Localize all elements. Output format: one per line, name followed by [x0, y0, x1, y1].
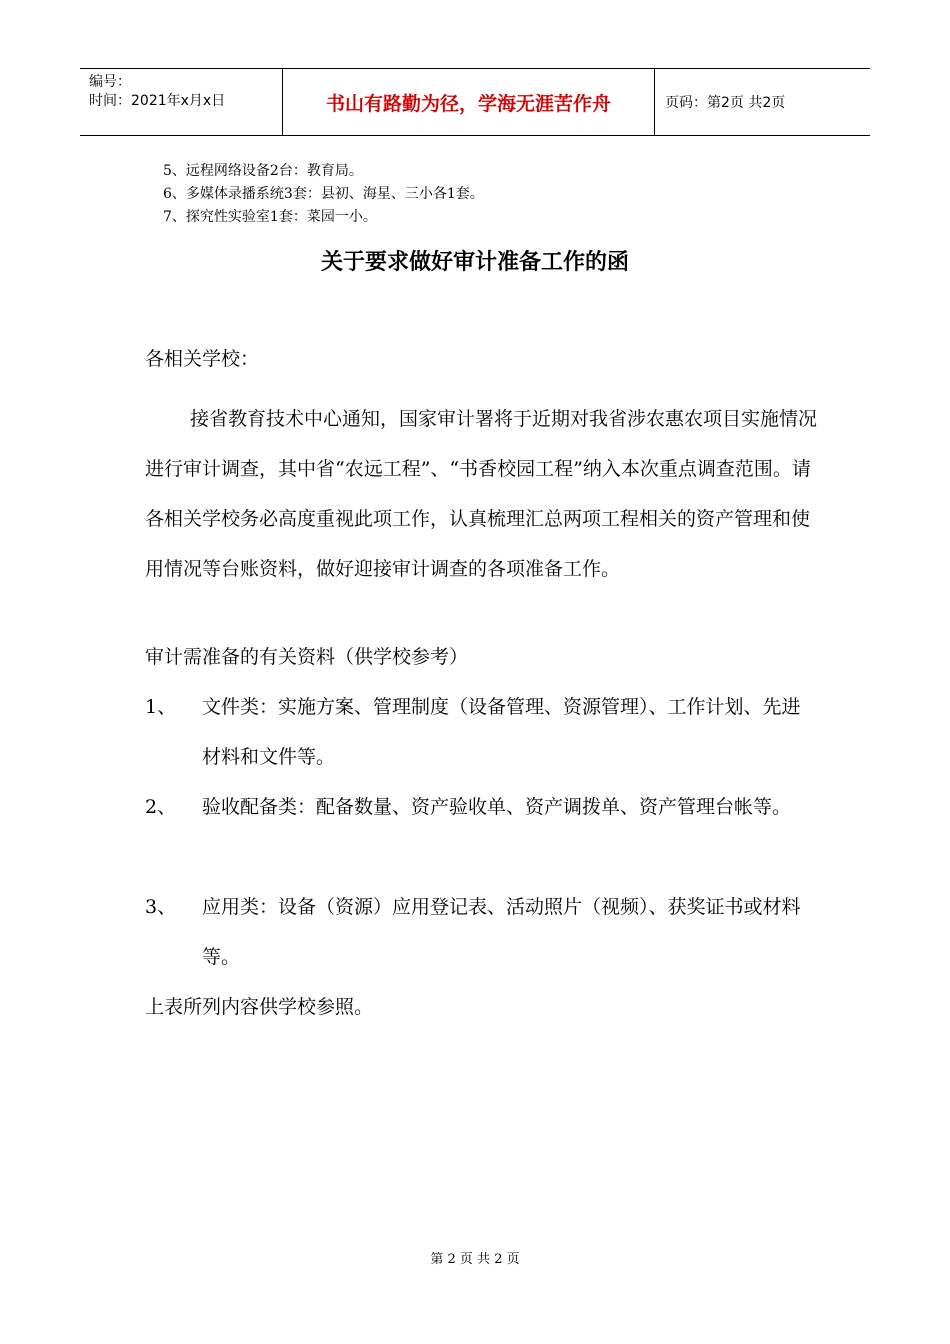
equipment-list-item: 6、多媒体录播系统3套：县初、海星、三小各1套。 — [163, 186, 484, 202]
equipment-list — [163, 160, 484, 229]
equipment-list-item: 5、远程网络设备2台：教育局。 — [163, 163, 363, 179]
materials-item-text: 文件类：实施方案、管理制度（设备管理、资源管理）、工作计划、先进材料和文件等。 — [202, 696, 801, 768]
header-meta — [80, 69, 282, 135]
header-time-label: 时间：2021年x月x日 — [89, 93, 226, 109]
closing-note: 上表所列内容供学校参照。 — [145, 996, 374, 1018]
materials-subheading: 审计需准备的有关资料（供学校参考） — [145, 646, 469, 668]
materials-item — [145, 882, 825, 982]
equipment-list-item: 7、探究性实验室1套：菜园一小。 — [163, 209, 377, 225]
materials-item-number: 3、 — [145, 896, 177, 918]
header-motto: 书山有路勤为径，学海无涯苦作舟 — [282, 69, 655, 135]
materials-item — [145, 682, 825, 782]
body-paragraph: 接省教育技术中心通知，国家审计署将于近期对我省涉农惠农项目实施情况进行审计调查，其中省“农远工程”、“书香校园工程”纳入本次重点调查范围。请各相关学校务必高度重视此项工作，认真梳理汇总两项工程相关的资产管理和使用情况等台账资料，做好迎接审计调查的各项准备工作。 — [145, 408, 818, 580]
document-header — [80, 68, 870, 136]
header-number-label: 编号： — [89, 74, 131, 90]
materials-item-number: 2、 — [145, 796, 177, 818]
materials-item — [145, 782, 825, 832]
salutation: 各相关学校： — [145, 348, 260, 370]
materials-item-text: 应用类：设备（资源）应用登记表、活动照片（视频）、获奖证书或材料等。 — [202, 896, 801, 968]
materials-item-text: 验收配备类：配备数量、资产验收单、资产调拨单、资产管理台帐等。 — [202, 796, 792, 818]
header-page-info: 页码：第2页 共2页 — [665, 95, 786, 111]
document-title: 关于要求做好审计准备工作的函 — [320, 250, 629, 275]
page-footer: 第 2 页 共 2 页 — [430, 1252, 520, 1267]
materials-item-number: 1、 — [145, 696, 177, 718]
